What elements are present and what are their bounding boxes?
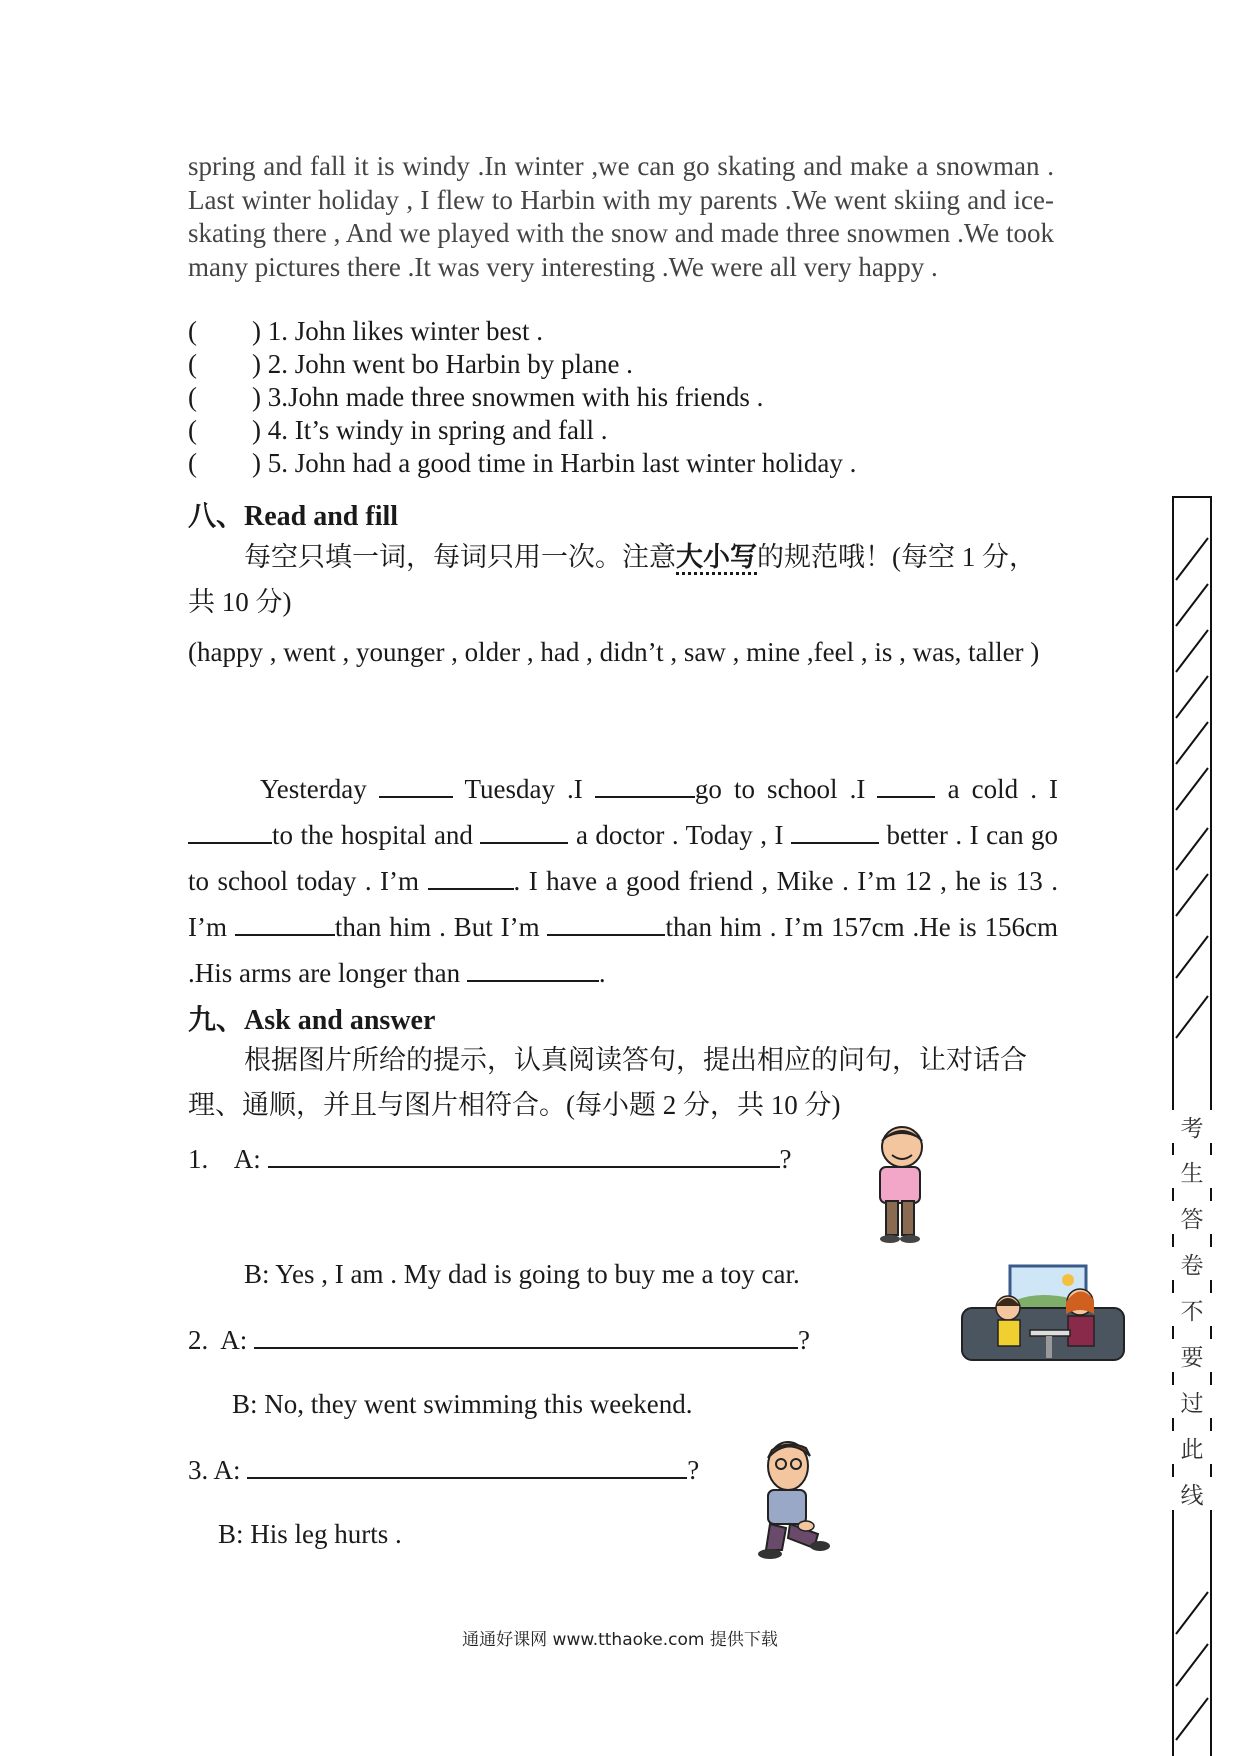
blank-2[interactable] bbox=[595, 774, 695, 798]
qa-2-answer: B: No, they went swimming this weekend. bbox=[232, 1389, 693, 1419]
sidebar-char: 要 bbox=[1172, 1339, 1212, 1372]
blank-1[interactable] bbox=[379, 774, 453, 798]
question-3: ( ) 3.John made three snowmen with his friends . bbox=[188, 382, 764, 412]
page-footer: 通通好课网 www.tthaoke.com 提供下载 bbox=[462, 1630, 778, 1650]
qa-1-answer: B: Yes , I am . My dad is going to buy me a toy car. bbox=[244, 1259, 800, 1289]
answer-line-3[interactable] bbox=[247, 1453, 687, 1479]
answer-paren[interactable]: ( bbox=[188, 382, 197, 412]
question-2: ( ) 2. John went bo Harbin by plane . bbox=[188, 349, 633, 379]
blank-6[interactable] bbox=[791, 820, 879, 844]
section-9-instructions: 根据图片所给的提示，认真阅读答句，提出相应的问句，让对话合理、通顺，并且与图片相符合。(每小题 2 分，共 10 分) bbox=[188, 1045, 1027, 1120]
sidebar-char: 生 bbox=[1172, 1155, 1212, 1188]
sidebar-char: 不 bbox=[1172, 1293, 1212, 1326]
qa-3-question: 3. A: ? bbox=[188, 1455, 700, 1485]
section-8-instructions: 每空只填一词，每词只用一次。注意大小写的规范哦！(每空 1 分，共 10 分) bbox=[188, 542, 1036, 617]
fill-passage: Yesterday Tuesday .I go to school .I a cold . I to the hospital and a doctor . Today , I better . I can go to school today . I’m . I have a good friend , Mike . I’m 12 , he is 13 . I’m than him . But I’m than him . I’m 157cm .He is 156cm .His arms are longer than . bbox=[188, 774, 1059, 988]
reading-passage: spring and fall it is windy .In winter ,we can go skating and make a snowman . Last winter holiday , I flew to Harbin with my parents .We went skiing and ice-skating there , And we played with the snow and made three snowmen .We took many pictures there .It was very interesting .We were all very happy . bbox=[188, 151, 1054, 282]
blank-8[interactable] bbox=[235, 912, 335, 936]
answer-line-1[interactable] bbox=[268, 1142, 780, 1168]
qa-2-question: 2. A: ? bbox=[188, 1325, 810, 1355]
answer-paren[interactable]: ( bbox=[188, 415, 197, 445]
sidebar-char: 线 bbox=[1172, 1477, 1212, 1510]
blank-10[interactable] bbox=[467, 958, 599, 982]
blank-3[interactable] bbox=[877, 774, 935, 798]
table-scene-illustration bbox=[960, 1262, 1126, 1364]
answer-paren[interactable]: ( bbox=[188, 316, 197, 346]
question-4: ( ) 4. It’s windy in spring and fall . bbox=[188, 415, 608, 445]
question-5: ( ) 5. John had a good time in Harbin last winter holiday . bbox=[188, 448, 857, 478]
sidebar-char: 考 bbox=[1172, 1110, 1212, 1143]
sidebar-char: 此 bbox=[1172, 1431, 1212, 1464]
answer-paren[interactable]: ( bbox=[188, 349, 197, 379]
hurt-man-illustration bbox=[748, 1438, 838, 1566]
blank-7[interactable] bbox=[428, 866, 514, 890]
answer-paren[interactable]: ( bbox=[188, 448, 197, 478]
sidebar-char: 过 bbox=[1172, 1385, 1212, 1418]
blank-5[interactable] bbox=[480, 820, 568, 844]
word-bank: (happy , went , younger , older , had , didn’t , saw , mine ,feel , is , was, taller ) bbox=[188, 637, 1040, 667]
blank-9[interactable] bbox=[547, 912, 665, 936]
blank-4[interactable] bbox=[188, 820, 272, 844]
sidebar-char: 答 bbox=[1172, 1201, 1212, 1234]
section-8-heading: 八、Read and fill bbox=[188, 499, 399, 532]
answer-line-2[interactable] bbox=[254, 1323, 798, 1349]
question-1: ( ) 1. John likes winter best . bbox=[188, 316, 543, 346]
sidebar-char: 卷 bbox=[1172, 1247, 1212, 1280]
qa-1-question: 1. A: ? bbox=[188, 1144, 792, 1174]
boy-illustration bbox=[858, 1125, 938, 1245]
qa-3-answer: B: His leg hurts . bbox=[218, 1519, 402, 1549]
section-9-heading: 九、Ask and answer bbox=[188, 1003, 436, 1036]
